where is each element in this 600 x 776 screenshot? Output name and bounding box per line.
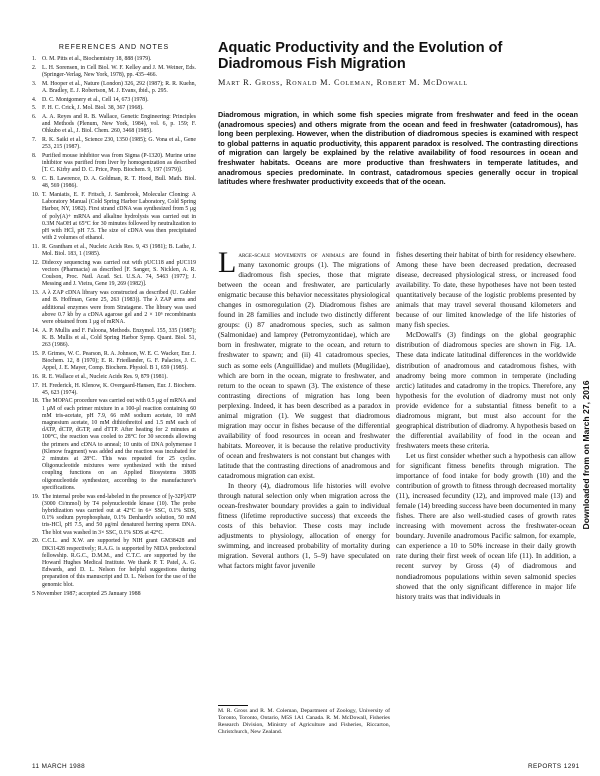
author-affiliations: M. R. Gross and R. M. Coleman, Department of Zoology, University of Toronto, Toronto, Ontario, M5S 1A1 Canada. R. M. McDowall, Fisheries Research Division, Ministry of Agriculture and Fisheries, Riccarton, Christchurch, New Zealand. [218,708,390,735]
reference-text: M. Hooper et al., Nature (London) 326, 292 (1987); R. R. Kuehn, A. Bradley, E. J. Robertson, M. J. Evans, ibid., p. 295. [42,80,196,94]
reference-item [32,97,196,104]
reference-item [32,351,196,373]
footer-date: 11 MARCH 1988 [32,763,86,770]
reference-number: 14. [32,327,40,334]
reference-text: The MOPAC procedure was carried out with 0.5 μg of mRNA and 1 μM of each primer mixture in a 100-μl reaction containing 60 mM tris-acetate, pH 7.9, 66 mM sodium acetate, 10 mM magnesium acetate, 10 mM dithiothreitol and 1.5 mM each of dATP, dCTP, dGTP, and dTTP. After heating for 2 minutes at 100°C, the reaction was cooled to 28°C for 30 seconds allowing the primers and cDNA to anneal; 10 units of DNA polymerase I (Klenow fragment) was added and the reaction was incubated for 2 minutes at 28°C. This was repeated for 25 cycles. Oligonucleotide mixtures were synthesized with the mixed coupling functions on an Applied Biosystems 380B oligonucleotide synthesizer, according to the manufacturer's specifications. [42,398,196,491]
reference-number: 1. [32,56,37,62]
article-title: Aquatic Productivity and the Evolution of Diadromous Fish Migration [218,40,503,72]
reference-number: 6. [32,113,37,120]
reference-item [32,494,196,537]
footnote-rule [218,705,248,706]
reference-list [32,56,196,589]
reference-item [32,290,196,326]
reference-text: R. E. Wallace et al., Nucleic Acids Res. 9, 879 (1981). [42,373,168,380]
reference-item [32,65,196,79]
received-date: 5 November 1987; accepted 25 January 1988 [32,590,141,597]
reference-number: 5. [32,105,37,112]
reference-text: R. Grantham et al., Nucleic Acids Res. 9, 43 (1981); B. Lathe, J. Mol. Biol. 183, 1 (1985). [42,243,196,258]
reference-item [32,383,196,397]
reference-item [32,176,196,190]
reference-item [32,81,196,95]
reference-text: C. B. Lawrence, D. A. Goldman, R. T. Hood, Bull. Math. Biol. 48, 569 (1986). [42,176,196,190]
reference-text: R. K. Saiki et al., Science 230, 1350 (1985); G. Vona et al., Gene 253, 215 (1987). [42,137,196,151]
reference-item [32,538,196,588]
reference-item [32,398,196,492]
reference-text: The internal probe was end-labeled in the presence of [γ-32P]ATP (3000 Ci/mmol) by T4 polynucleotide kinase (10). The probe hybridization was carried out at 42°C in 6× SSC, 0.1% SDS, 0.1% sodium pyrophosphate, 0.1% Denhardt's solution, 50 mM tris-HCl, pH 7.5, and 50 μg/ml denatured herring sperm DNA. The blot was washed in 3× SSC, 0.1% SDS at 42°C. [42,493,196,536]
reference-text: A λ ZAP cDNA library was constructed as described (U. Gubler and B. Hoffman, Gene 25, 263 (1983)). The λ ZAP arms and additional enzymes were from Stratagene. The library was used above 0.7 kb by a cDNA agarose gel and 2 × 10⁶ recombinants were obtained from 1 μg of mRNA. [42,290,196,325]
reference-text: Dideoxy sequencing was carried out with pUC118 and pUC119 vectors (Pharmacia) as described [F. Sanger, S. Nicklen, A. R. Coulson, Proc. Natl. Acad. Sci. U.S.A. 74, 5463 (1977); J. Messing and J. Vieira, Gene 19, 269 (1982)]. [42,259,196,288]
reference-number: 19. [32,493,40,500]
reference-item [32,105,196,112]
reference-item [32,56,196,63]
article-abstract: Diadromous migration, in which some fish species migrate from freshwater and feed in the ocean (anadromous species) and others migrate from the ocean and feed in freshwater (catadromous), has long been perplexing. However, when the distribution of diadromous species is examined with respect to global patterns in aquatic productivity, this apparent paradox is resolved. The contrasting directions of migration can largely be explained by the relative availability of food resources in ocean and freshwater habitats. Oceans are more productive than freshwaters in temperate latitudes, and anadromous species predominate. In contrast, catadromous species generally occur in tropical latitudes where freshwater productivity exceeds that of the ocean. [218,110,578,187]
reference-item [32,328,196,350]
reference-number: 3. [32,80,37,87]
reference-item [32,192,196,242]
reference-text: F. H. C. Crick, J. Mol. Biol. 38, 367 (1968). [42,105,144,112]
reference-number: 8. [32,152,37,159]
reference-text: D. C. Montgomery et al., Cell 14, 673 (1978). [42,96,149,103]
lead-in-caps: Large-scale movements of animals [218,246,345,279]
body-column-left [218,246,390,572]
reference-text: L. H. Sorensen, in Cell Biol. W. F. Kelley and J. M. Weiner, Eds. (Springer-Verlag, New York, 1978), pp. 435–466. [42,64,196,78]
reference-text: O. M. Pitts et al., Biochemistry 18, 888 (1979). [42,56,152,62]
reference-text: A. P. Mullis and F. Faloona, Methods. Enzymol. 155, 335 (1987); K. B. Mullis et al., Cold Spring Harbor Symp. Quant. Biol. 51, 263 (1986). [42,327,196,349]
reference-item [32,260,196,289]
reference-item [32,153,196,175]
reference-text: T. Maniatis, E. F. Fritsch, J. Sambrook, Molecular Cloning: A Laboratory Manual (Cold Spring Harbor Laboratory, Cold Spring Harbor, NY, 1982). First strand cDNA was synthesized from 5 μg of poly(A)+ mRNA and alkaline hydrolysis was carried out in 0.3M NaOH at 65°C for 30 minutes followed by neutralization to pH with HCl, pH 7.5. The size of cDNA was then precipitated with 2 volumes of ethanol. [42,191,196,242]
body-text: are found in many taxonomic groups (1). The migrations of diadromous fish species, those that migrate between the ocean and freshwater, are particularly enigmatic because this behavior necessitates physiological changes in osmoregulation (2). Diadromous fishes are found in 28 families and include two distinctly different groups: (i) 87 anadromous species, such as salmon (Salmonidae) and lamprey (Petromyzontidae), which are born in freshwater, migrate to the ocean, and return to freshwater to spawn; and (ii) 41 catadromous species, such as some eels (Anguillidae) and mullets (Mugilidae), which are born in the ocean, migrate to freshwater, and return to the ocean to spawn (3). The existence of these contrasting directions of migration has long been perplexing. Indeed, it has been described as a paradox in animal migration (1). We suggest that diadromous migration may occur in fishes because of the differential availability of food resources in ocean and freshwater habitats. Moreover, it is because the relative productivity of ocean and freshwaters is not constant but changes with latitude that the contrasting directions of anadromous and catadromous migration can exist. [218,250,390,481]
body-paragraph: McDowall's (3) findings on the global geographic distribution of diadromous species are shown in Fig. 1A. These data indicate latitudinal differences in the worldwide distribution of anadromous and catadromous fishes, with anadromy being more common in temperate (including arctic) latitudes and catadromy in the tropics. Therefore, any hypothesis for the evolution of diadromy must not only provide evidence for a substantial fitness benefit to a diadromous migrant, but must also account for the geographical distribution of diadromy. A hypothesis based on the differential availability of food in the ocean and freshwaters meets these criteria. [396,330,576,450]
footer-page: REPORTS 1291 [528,763,580,770]
reference-number: 11. [32,243,40,250]
body-paragraph: In theory (4), diadromous life histories will evolve through natural selection only when migration across the ocean-freshwater boundary provides a gain to individual fitness (lifetime reproductive success) that exceeds the costs of this behavior. These costs may include adjustments to physiology, allocation of energy for swimming, and increased probability of mortality during migration. Several authors (1, 5–9) have speculated on what factors might favor juvenile [218,481,390,571]
body-paragraph [218,246,390,481]
reference-number: 17. [32,382,40,389]
reference-item [32,137,196,151]
reference-number: 4. [32,96,37,103]
reference-number: 2. [32,64,37,71]
reference-text: Purified mouse inhibitor was from Sigma (P-1320). Murine urine inhibitor was purified from liver by homogenization as described [T. C. Kirby and D. C. Price, Prep. Biochem. 9, 197 (1979)]. [42,152,196,174]
reference-number: 16. [32,373,40,380]
references-heading: REFERENCES AND NOTES [58,44,170,51]
reference-item [32,244,196,258]
reference-number: 18. [32,398,40,405]
body-column-right [396,250,576,602]
reference-text: C.C.L. and X.W. are supported by NIH grant GM38428 and DK31428 respectively; R.A.G. is supported by NIDA predoctoral fellowship. R.G.C., D.M.M., and C.T.C. are supported by the Howard Hughes Medical Institute. We thank P. T. Patel, A. G. Edwards, and D. L. Nelson for helpful suggestions during preparation of this manuscript and D. L. Nelson for the use of the genomic blot. [42,538,196,588]
reference-item [32,114,196,136]
reference-number: 12. [32,259,40,266]
download-stamp: Downloaded from on March 27, 2016 [581,380,591,530]
reference-number: 9. [32,176,37,183]
reference-number: 7. [32,137,37,144]
body-paragraph: fishes deserting their habitat of birth for residency elsewhere. Among these have been decreased predation, decreased disease, decreased physiological stress, or increased food availability. To date, these hypotheses have not been tested quantitatively because of the logistic problems presented by animals that may travel several thousand kilometers and because of our limited knowledge of the life histories of many fish species. [396,250,576,330]
article-authors: Mart R. Gross, Ronald M. Coleman, Robert M. McDowall [218,78,468,87]
reference-number: 15. [32,350,40,357]
references-section [32,44,196,598]
reference-number: 10. [32,191,40,198]
body-paragraph: Let us first consider whether such a hypothesis can allow for significant fitness benefits through migration. The importance of food intake for body growth (10) and the contribution of growth to fitness through decreased mortality (11), increased fecundity (12), and improved male (13) and female (14) breeding success have been documented in many fishes. There are also well-studied cases of growth rates increasing with movement across the freshwater-ocean boundary. Juvenile anadromous Pacific salmon, for example, can experience a 10 to 50% increase in their daily growth rate during their first week of ocean life (11). In addition, a recent survey by Gross (4) of diadromous and nondiadromous populations within seven salmonid species showed that the only significant difference in major life history traits was that individuals in [396,450,576,601]
reference-text: P. Grimes, W. C. Pearson, R. A. Johnson, W. E. C. Wacker, Eur. J. Biochem. 12, 8 (1970); E. R. Friedlander, G. F. Palacios, J. C. Appel, J. E. Mayer, Comp. Biochem. Physiol. B 1, 659 (1985). [42,350,196,372]
reference-text: H. Frederick, H. Klenow, K. Overgaard-Hansen, Eur. J. Biochem. 45, 623 (1974). [42,382,196,396]
reference-item [32,374,196,381]
reference-text: A. A. Reyes and R. B. Wallace, Genetic Engineering: Principles and Methods (Plenum, New York, 1984), vol. 6, p. 159; F. Ohkubo et al., J. Biol. Chem. 260, 3468 (1985). [42,113,196,135]
reference-number: 13. [32,290,40,297]
reference-number: 20. [32,538,40,545]
